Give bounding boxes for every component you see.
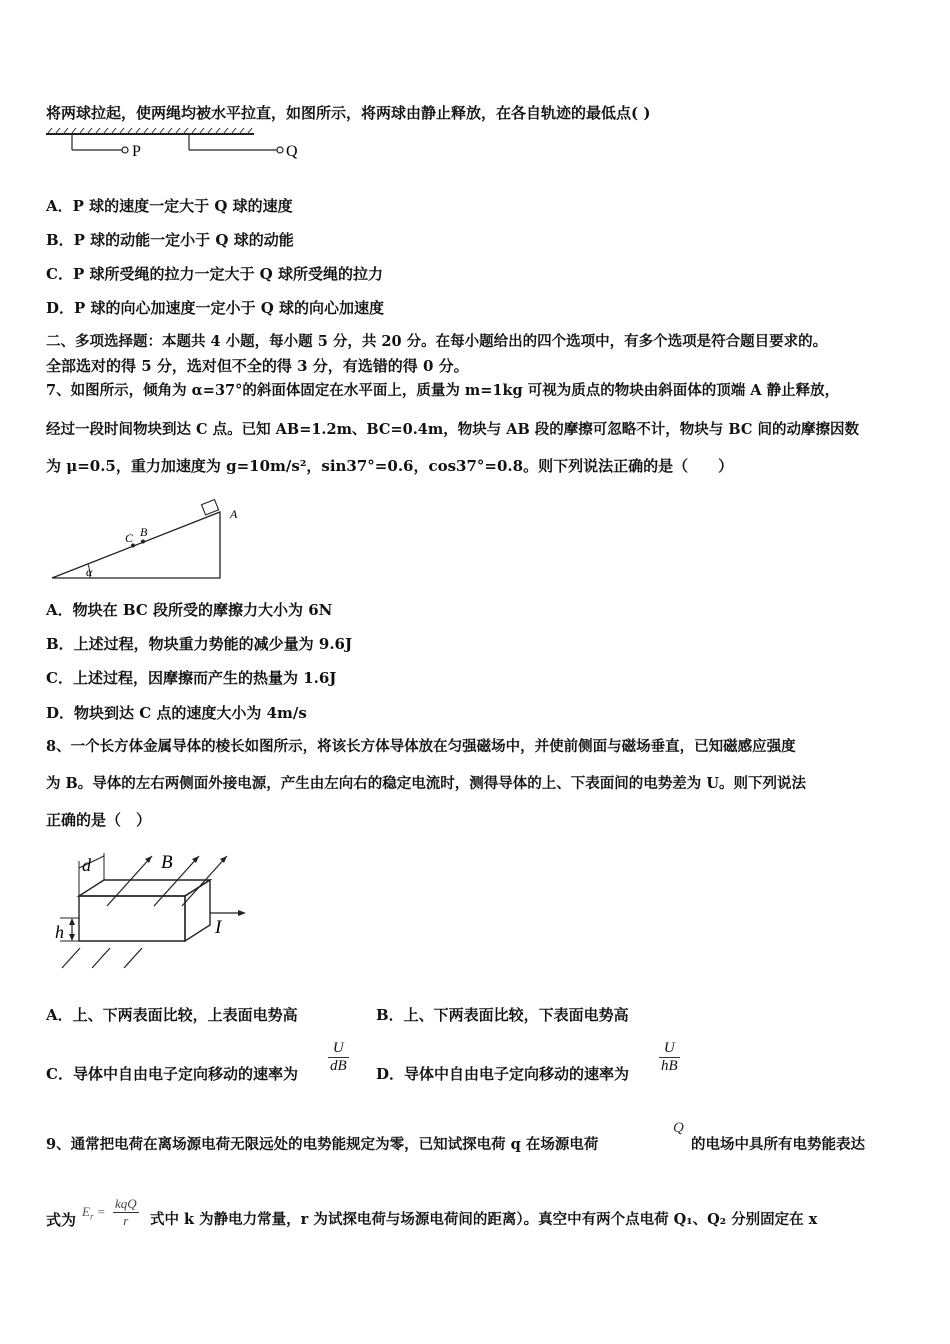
q7-option-a: A．物块在 BC 段所受的摩擦力大小为 6N [46, 601, 333, 619]
q9-line2-a: 式为 [46, 1211, 77, 1229]
ball-q [277, 147, 283, 153]
q8-option-d-numerator: U [663, 1040, 675, 1056]
q8-conductor-figure [52, 848, 252, 973]
q9-formula-lhs: $E_r$ = [82, 1204, 106, 1222]
label-a: A [230, 507, 238, 521]
q8-line1: 8、一个长方体金属导体的棱长如图所示，将该长方体导体放在匀强磁场中，并使前侧面与磁场垂直，已知磁感应强度 [46, 738, 796, 755]
q8-line2: 为 B。导体的左右两侧面外接电源，产生由左向右的稳定电流时，测得导体的上、下表面间的电势差为 U。则下列说法 [46, 775, 806, 792]
q8-line3: 正确的是（ ） [46, 811, 152, 829]
q6-option-a: A．P 球的速度一定大于 Q 球的速度 [46, 197, 293, 215]
label-alpha: α [86, 565, 93, 579]
q7-option-d: D．物块到达 C 点的速度大小为 4m/s [46, 704, 307, 722]
label-q: Q [286, 143, 298, 160]
q8-option-a: A．上、下两表面比较，上表面电势高 [46, 1006, 298, 1024]
q7-option-c: C．上述过程，因摩擦而产生的热量为 1.6J [46, 669, 337, 687]
q7-line2: 经过一段时间物块到达 C 点。已知 AB=1.2m、BC=0.4m，物块与 AB 段的摩擦可忽略不计，物块与 BC 间的动摩擦因数 [46, 421, 859, 438]
label-d: d [82, 855, 91, 875]
q8-option-b: B．上、下两表面比较，下表面电势高 [376, 1006, 629, 1024]
label-p: P [132, 143, 141, 160]
q8-option-c-denominator: dB [330, 1058, 347, 1074]
label-b: B [140, 525, 148, 539]
q7-line3: 为 μ=0.5，重力加速度为 g=10m/s²，sin37°=0.6，cos37°=0.8。则下列说法正确的是（ ） [46, 457, 734, 475]
section2-line2: 全部选对的得 5 分，选对但不全的得 3 分，有选错的得 0 分。 [46, 357, 469, 375]
q7-option-b: B．上述过程，物块重力势能的减少量为 9.6J [46, 635, 353, 653]
q8-option-c-fraction [328, 1040, 349, 1075]
q7-line1: 7、如图所示，倾角为 α=37°的斜面体固定在水平面上，质量为 m=1kg 可视为质点的物块由斜面体的顶端 A 静止释放， [46, 382, 840, 399]
ball-p [122, 147, 128, 153]
q8-option-d: D．导体中自由电子定向移动的速率为 [376, 1065, 630, 1083]
label-i: I [215, 917, 222, 938]
point-b [141, 540, 145, 544]
q9-formula-fraction [113, 1196, 139, 1229]
q6-option-b: B．P 球的动能一定小于 Q 球的动能 [46, 231, 294, 249]
q6-option-d: D．P 球的向心加速度一定小于 Q 球的向心加速度 [46, 299, 385, 317]
label-b-field: B [161, 852, 173, 873]
q9-line1-b: 的电场中具所有电势能表达 [691, 1136, 865, 1153]
q6-stem: 将两球拉起，使两绳均被水平拉直，如图所示，将两球由静止释放，在各自轨迹的最低点( ) [46, 104, 651, 122]
q8-option-d-denominator: hB [661, 1058, 678, 1074]
q9-line1-q-symbol: Q [673, 1120, 684, 1136]
q8-option-d-fraction [659, 1040, 680, 1075]
q8-option-c: C．导体中自由电子定向移动的速率为 [46, 1065, 298, 1083]
q6-figure [44, 128, 314, 160]
q7-incline-figure [50, 498, 250, 580]
section2-line1: 二、多项选择题：本题共 4 小题，每小题 5 分，共 20 分。在每小题给出的四个选项中，有多个选项是符合题目要求的。 [46, 333, 828, 350]
q9-formula-denominator: r [113, 1212, 139, 1229]
q6-option-c: C．P 球所受绳的拉力一定大于 Q 球所受绳的拉力 [46, 265, 383, 283]
label-c: C [125, 531, 134, 545]
q9-line1-a: 9、通常把电荷在离场源电荷无限远处的电势能规定为零，已知试探电荷 q 在场源电荷 [46, 1136, 599, 1153]
q9-formula-sub: r [89, 1211, 94, 1222]
q9-formula-e: E [82, 1204, 90, 1219]
q8-option-c-numerator: U [332, 1040, 344, 1056]
q9-line2-b: 式中 k 为静电力常量，r 为试探电荷与场源电荷间的距离）。真空中有两个点电荷 Q₁、Q₂ 分别固定在 x [150, 1211, 818, 1228]
label-h: h [55, 922, 64, 942]
q9-formula-numerator: kqQ [115, 1196, 137, 1211]
